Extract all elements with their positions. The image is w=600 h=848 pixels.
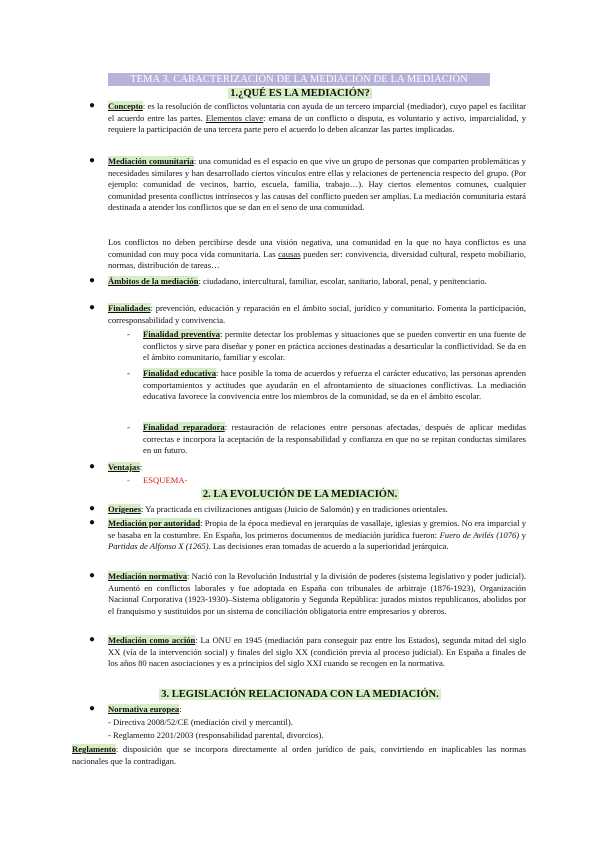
bullet-icon: ● [89, 703, 96, 714]
ventajas-esquema-note: ESQUEMA- [143, 475, 188, 485]
accion-term: Mediación como acción [108, 635, 196, 645]
normativa-term: Mediación normativa [108, 571, 188, 581]
reglamento-2201-line: - Reglamento 2201/2003 (responsabilidad parental, divorcios). [108, 730, 324, 740]
autoridad-paragraph: Mediación por autoridad: Propia de la época medieval en jerarquías de vasallaje, iglesias y gremios. No era imparcial y se basaba en la costumbre. En España, los primeros documentos de mediación jurídica fueron: Fuero de Avilés (1076) y Partidas de Alfonso X (1265). Las decisiones eran tomadas de acuerdo a la superioridad jerárquica. [108, 518, 526, 552]
concepto-paragraph: Concepto: es la resolución de conflictos voluntaria con ayuda de un tercero imparcial (mediador), cuyo papel es facilitar el acuerdo entre las partes. Elementos clave: emana de un conflicto o disputa, es voluntario y activo, imparcialidad, y requiere la participación de una tercera parte pero el acuerdo lo deben alcanzar las partes implicadas. [108, 101, 526, 135]
bullet-icon: ● [89, 100, 96, 111]
ventajas-paragraph: Ventajas: [108, 462, 143, 472]
bullet-icon: ● [89, 634, 96, 645]
dash-marker: - [127, 422, 130, 432]
bullet-icon: ● [89, 570, 96, 581]
comunitaria-term: Mediación comunitaria [108, 156, 194, 166]
bullet-icon: ● [89, 302, 96, 313]
ventajas-term: Ventajas [108, 462, 140, 472]
directiva-line: - Directiva 2008/52/CE (mediación civil y mercantil). [108, 717, 293, 727]
causas-term: causas [278, 248, 301, 259]
normativa-europea-term: Normativa europea [108, 704, 180, 714]
normativa-europea-paragraph: Normativa europea: [108, 704, 182, 714]
elementos-clave-term: Elementos clave [205, 112, 264, 123]
ambitos-term: Ámbitos de la mediación [108, 276, 199, 286]
finalidad-reparadora-paragraph: Finalidad reparadora: restauración de relaciones entre personas afectadas, después de aplicar medidas correctas e incorpora la aceptación de la responsabilidad y confianza en que no se repitan conductas similares en un futuro. [143, 422, 527, 456]
dash-marker: - [127, 368, 130, 378]
dash-marker: - [127, 329, 130, 339]
section-heading-1: 1.¿QUÉ ES LA MEDIACIÓN? [230, 88, 370, 99]
comunitaria-causas-paragraph: Los conflictos no deben percibirse desde una visión negativa, una comunidad en la que no haya conflictos es una comunidad con muy poca vida comunitaria. Las causas pueden ser: convivencia, diversidad cultural, respeto mobiliario, normas, distribución de tareas… [108, 237, 527, 271]
finalidades-paragraph: Finalidades: prevención, educación y reparación en el ámbito social, jurídico y comunitario. Fomenta la participación, corresponsabilidad y convivencia. [108, 303, 526, 325]
comunitaria-paragraph: Mediación comunitaria: una comunidad es el espacio en que vive un grupo de personas que comparten problemáticas y necesidades similares y han desarrollado ciertos vínculos entre ellas y relaciones de pertenencia respecto del grupo. (Por ejemplo: comunidad de vecinos, barrio, escuela, familia, trabajo…). Hay ciertos elementos comunes, cualquier comunidad presenta conflictos intrínsecos y las causas del conflicto pueden ser amplias. La mediación comunitaria estará destinada a atender los conflictos que se dan en el seno de una comunidad. [108, 156, 526, 213]
finalidad-educativa-term: Finalidad educativa [143, 368, 216, 378]
accion-paragraph: Mediación como acción: La ONU en 1945 (mediación para conseguir paz entre los Estados), segunda mitad del siglo XX (vía de la intervención social) y finales del siglo XX (condición previa al proceso judicial). En España a finales de los años 80 nacen asociaciones y es a principios del siglo XXI cuando se recogen en la normativa. [108, 635, 526, 669]
concepto-term: Concepto [108, 101, 143, 111]
finalidad-preventiva-term: Finalidad preventiva [143, 329, 220, 339]
reglamento-paragraph: Reglamento: disposición que se incorpora directamente al orden jurídico de país, convirtiendo en inaplicables las normas nacionales que la contradigan. [72, 744, 526, 766]
bullet-icon: ● [89, 517, 96, 528]
finalidad-preventiva-paragraph: Finalidad preventiva: permite detectar los problemas y situaciones que se pueden convertir en una fuente de conflictos y sirve para diseñar y poner en práctica acciones destinadas a desarticular la conflictividad. Se da en el ámbito comunitario, familiar y escolar. [143, 329, 526, 363]
origenes-paragraph: Orígenes: Ya practicada en civilizaciones antiguas (Juicio de Salomón) y en tradiciones orientales. [108, 504, 448, 514]
fuero-aviles-ref: Fuero de Avilés (1076) [439, 529, 520, 540]
finalidad-reparadora-term: Finalidad reparadora [143, 422, 225, 432]
section-heading-2: 2. LA EVOLUCIÓN DE LA MEDIACIÓN. [202, 489, 398, 500]
normativa-paragraph: Mediación normativa: Nació con la Revolución Industrial y la división de poderes (sistema legislativo y poder judicial). Aumentó en conflictos laborales y fue adoptada en España con tribunales de arbitraje (1876-1923), Organización Nacional Corporativa (1923-1930)–Sistema obligatorio y Segunda República: jurados mixtos republicanos, abolidos por el franquismo y sustituidos por un sistema de conciliación obligatoria entre empresarios y obreros. [108, 571, 526, 616]
bullet-icon: ● [89, 503, 96, 514]
origenes-term: Orígenes [108, 504, 141, 514]
finalidades-term: Finalidades [108, 303, 151, 313]
autoridad-term: Mediación por autoridad [108, 518, 201, 528]
bullet-icon: ● [89, 461, 96, 472]
dash-marker: - [127, 475, 130, 485]
document-title: TEMA 3. CARACTERIZACIÓN DE LA MEDIACIÓN DE LA MEDIACIÓN [108, 73, 490, 86]
bullet-icon: ● [89, 155, 96, 166]
partidas-alfonso-ref: Partidas de Alfonso X (1265) [108, 541, 209, 552]
section-heading-3: 3. LEGISLACIÓN RELACIONADA CON LA MEDIACIÓN. [161, 689, 439, 700]
reglamento-term: Reglamento [72, 744, 116, 754]
ambitos-paragraph: Ámbitos de la mediación: ciudadano, intercultural, familiar, escolar, sanitario, laboral, penal, y penitenciario. [108, 276, 487, 286]
bullet-icon: ● [89, 275, 96, 286]
finalidad-educativa-paragraph: Finalidad educativa: hace posible la toma de acuerdos y refuerza el carácter educativo, las personas aprenden comportamientos y actitudes que ayudarán en el afrontamiento de situaciones conflictivas. La mediación educativa favorece la convivencia entre los miembros de la comunidad, se da en el ámbito escolar. [143, 368, 526, 402]
